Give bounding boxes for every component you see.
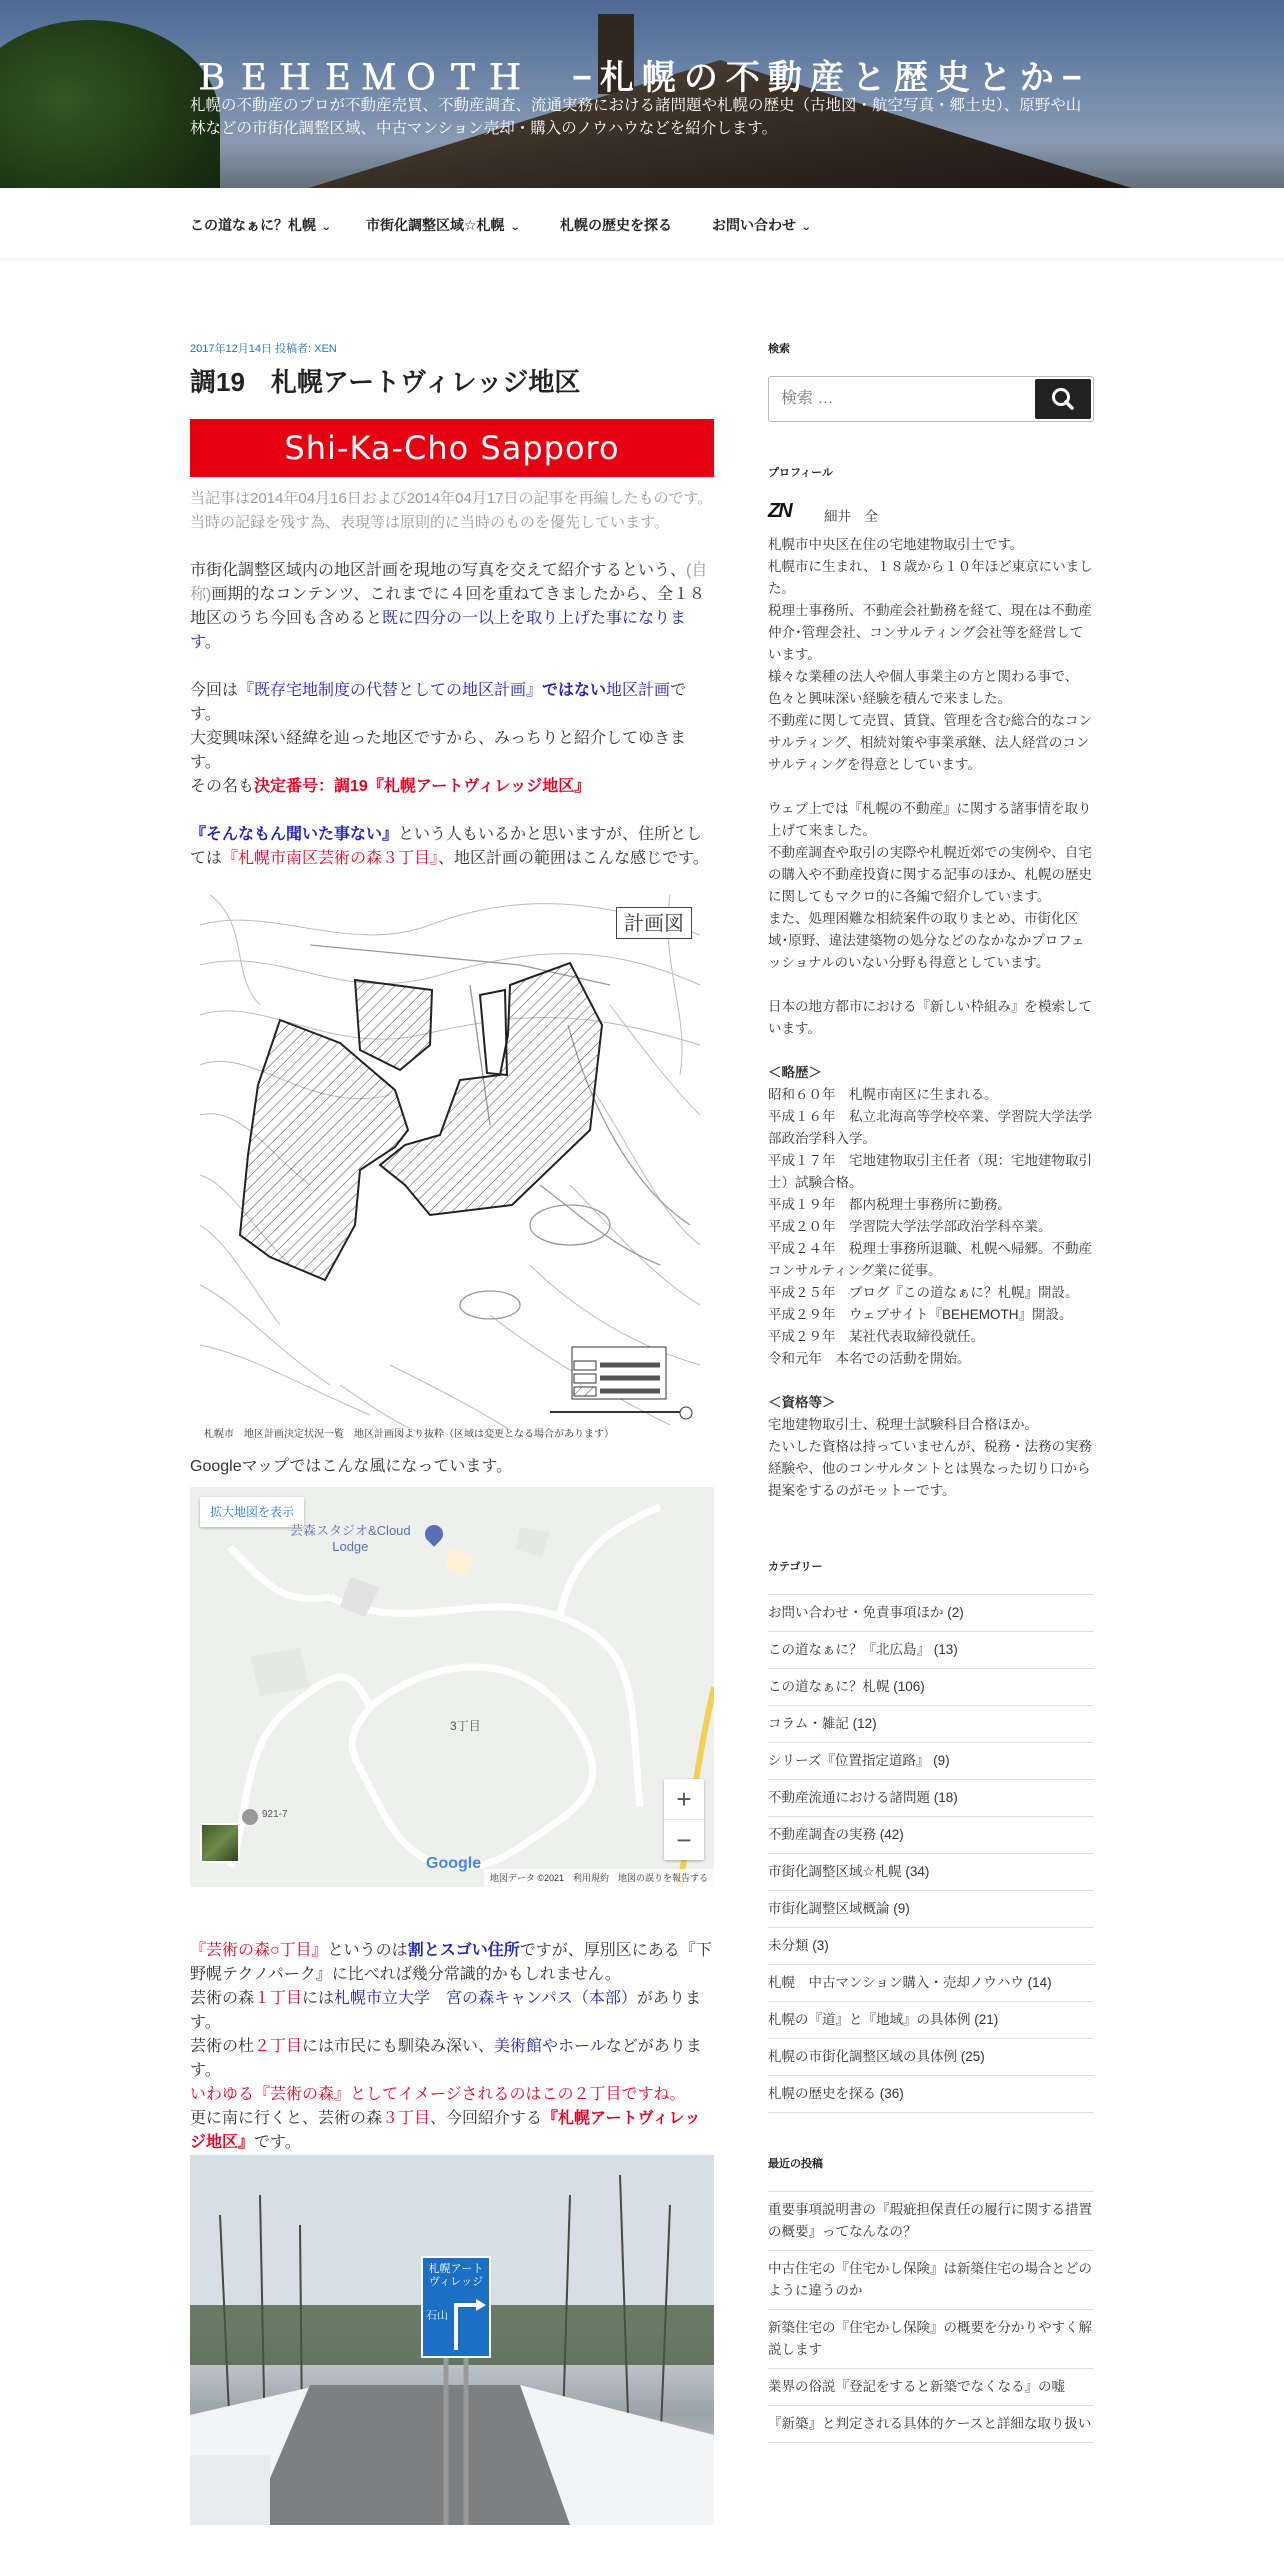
qualifications-heading: ＜資格等＞ <box>768 1395 836 1410</box>
inline-link[interactable]: 札幌市立大学 宮の森キャンパス（本部） <box>334 1990 637 2007</box>
site-header <box>0 0 1284 188</box>
profile-text: 様々な業種の法人や個人事業主の方と関わる事で、色々と興味深い経験を積んで来ました。 <box>768 669 1079 706</box>
photo-scene <box>190 2155 714 2525</box>
post-title: 調19 札幌アートヴィレッジ地区 <box>190 367 581 397</box>
profile-text: また、処理困難な相続案件の取りまとめ、市街化区域･原野、違法建築物の処分などのなかなかプロフェッショナルのいない分野も得意としています。 <box>768 911 1085 970</box>
map-lot-label: 921-7 <box>262 1809 288 1820</box>
search-icon <box>1035 379 1091 419</box>
profile-widget-title: プロフィール <box>768 467 833 479</box>
intro-paragraph: 市街化調整区域内の地区計画を現地の写真を交えて紹介するという、(自称)画期的なコンテンツ、これまでに４回を重ねてきましたから、全１８地区のうち今回も含めると既に四分の一以上を取り上げた事になります。 <box>190 562 708 651</box>
category-link[interactable]: 市街化調整区域概論 (9) <box>768 1890 1094 1927</box>
road-sign-photo <box>190 2155 714 2525</box>
career-item: 平成２９年 ウェブサイト『BEHEMOTH』開設。 <box>768 1307 1073 1322</box>
inline-link[interactable]: 『既存宅地制度の代替としての地区計画』 <box>238 682 543 699</box>
qualifications-text: 宅地建物取引士、税理士試験科目合格ほか。 <box>768 1417 1038 1432</box>
category-link[interactable]: お問い合わせ・免責事項ほか (2) <box>768 1594 1094 1631</box>
map-caption: 札幌市 地区計画決定状況一覧 地区計画図より抜粋（区域は変更となる場合があります） <box>204 1429 614 1440</box>
recent-post-link[interactable]: 業界の俗説『登記をすると新築でなくなる』の嘘 <box>768 2368 1094 2405</box>
zoom-in-button[interactable]: + <box>676 1784 692 1814</box>
category-link[interactable]: 市街化調整区域☆札幌 (34) <box>768 1853 1094 1890</box>
paragraph: 今回は『既存宅地制度の代替としての地区計画』ではない地区計画です。 <box>190 682 687 723</box>
nav-item-chousei[interactable] <box>366 215 519 235</box>
chevron-down-icon: ⌄ <box>800 222 812 233</box>
nav-item-label: 市街化調整区域☆札幌 <box>366 217 505 233</box>
career-item: 平成２５年 ブログ『この道なぁに？札幌』開設。 <box>768 1285 1079 1300</box>
categories-widget-title: カテゴリー <box>768 1561 823 1573</box>
paragraph: Googleマップではこんな風になっています。 <box>190 1458 513 1475</box>
search-widget-title: 検索 <box>768 343 790 355</box>
profile-text: 税理士事務所、不動産会社勤務を経て、現在は不動産仲介･管理会社、コンサルティング会社等を経営しています。 <box>768 603 1092 662</box>
profile-text: 札幌市に生まれ、１８歳から１０年ほど東京にいました。 <box>768 559 1093 596</box>
career-item: 平成２４年 税理士事務所退職、札幌へ帰郷。不動産コンサルティング業に従事。 <box>768 1241 1092 1278</box>
profile-text: 不動産調査や取引の実際や札幌近郊での実例や、自宅の購入や不動産投資に関する記事のほか、札幌の歴史に関してもマクロ的に各編で紹介しています。 <box>768 845 1092 904</box>
recent-posts-widget-title: 最近の投稿 <box>768 2158 823 2170</box>
profile-logo: ZN <box>768 500 791 522</box>
nav-item-konomichi[interactable] <box>190 215 330 235</box>
category-link[interactable]: 未分類 (3) <box>768 1927 1094 1964</box>
career-item: 昭和６０年 札幌市南区に生まれる。 <box>768 1087 998 1102</box>
category-link[interactable]: 札幌の『道』と『地域』の具体例 (21) <box>768 2001 1094 2038</box>
satellite-toggle-button[interactable] <box>200 1823 240 1863</box>
paragraph: 芸術の杜２丁目には市民にも馴染み深い、美術館やホールなどがあります。 <box>190 2038 702 2079</box>
paragraph: 大変興味深い経緯を辿った地区ですから、みっちりと紹介してゆきます。 <box>190 730 687 771</box>
category-list <box>768 1594 1094 2113</box>
profile-header <box>768 500 1094 534</box>
paragraph: その名も決定番号：調19『札幌アートヴィレッジ地区』 <box>190 778 591 795</box>
archive-note: 当記事は2014年04月16日および2014年04月17日の記事を再編したものです。当時の記録を残す為、表現等は原則的に当時のものを優先しています。 <box>190 490 713 531</box>
career-item: 平成２０年 学習院大学法学部政治学科卒業。 <box>768 1219 1052 1234</box>
map-attribution[interactable]: 地図データ ©2021 利用規約 地図の誤りを報告する <box>484 1869 714 1887</box>
map-roads <box>190 1487 714 1887</box>
google-logo: Google <box>426 1855 482 1872</box>
map-area-label: 3丁目 <box>450 1719 481 1733</box>
inline-link[interactable]: 美術館やホール <box>494 2038 606 2055</box>
nav-item-label: 札幌の歴史を探る <box>560 217 672 233</box>
sign-text: 石山 <box>426 2310 448 2322</box>
search-button[interactable] <box>1035 379 1091 419</box>
qualifications-text: たいした資格は持っていませんが、税務・法務の実務経験や、他のコンサルタントとは異なった切り口から提案をするのがモットーです。 <box>768 1439 1092 1498</box>
nav-item-label: この道なぁに？札幌 <box>190 217 316 233</box>
contour-map <box>190 885 714 1449</box>
career-item: 平成２９年 某社代表取締役就任。 <box>768 1329 984 1344</box>
inline-link[interactable]: 既に四分の一以上を取り上げた事になります。 <box>190 610 687 651</box>
chevron-down-icon: ⌄ <box>509 222 521 233</box>
zoom-out-button[interactable]: − <box>664 1819 704 1859</box>
profile-text: 日本の地方都市における『新しい枠組み』を模索しています。 <box>768 999 1092 1036</box>
recent-post-link[interactable]: 中古住宅の『住宅かし保険』は新築住宅の場合とどのように違うのか <box>768 2250 1094 2309</box>
recent-post-link[interactable]: 新築住宅の『住宅かし保険』の概要を分かりやすく解説します <box>768 2309 1094 2368</box>
category-link[interactable]: この道なぁに？『北広島』 (13) <box>768 1631 1094 1668</box>
recent-posts-list <box>768 2191 1094 2443</box>
map-label: 計画図 <box>616 907 692 939</box>
site-description: 札幌の不動産のプロが不動産売買、不動産調査、流通実務における諸問題や札幌の歴史（古地図・航空写真・郷土史）、原野や山林などの市街化調整区域、中古マンション売却・購入のノウハウなどを紹介します。 <box>190 97 1082 137</box>
search-form <box>768 376 1094 422</box>
profile-name: 細井 全 <box>824 509 878 524</box>
profile-text: 札幌市中央区在住の宅地建物取引士です。 <box>768 537 1024 552</box>
paragraph: 更に南に行くと、芸術の森３丁目、今回紹介する『札幌アートヴィレッジ地区』です。 <box>190 2110 701 2151</box>
sidebar <box>768 340 1094 2443</box>
nav-item-label: お問い合わせ <box>712 217 796 233</box>
main-content <box>190 340 714 2525</box>
career-item: 平成１６年 私立北海高等学校卒業、学習院大学法学部政治学科入学。 <box>768 1109 1092 1146</box>
search-input[interactable] <box>769 377 1035 421</box>
career-item: 平成１７年 宅地建物取引主任者（現：宅地建物取引士）試験合格。 <box>768 1153 1092 1190</box>
site-title[interactable]: ＢＥＨＥＭＯＴＨ −札幌の不動産と歴史とか− <box>194 59 1090 97</box>
category-link[interactable]: コラム・雑記 (12) <box>768 1705 1094 1742</box>
paragraph: 芸術の森１丁目には札幌市立大学 宮の森キャンパス（本部）があります。 <box>190 1990 701 2031</box>
category-link[interactable]: シリーズ『位置指定道路』 (9) <box>768 1742 1094 1779</box>
district-plan-map <box>190 885 714 1449</box>
chevron-down-icon: ⌄ <box>320 222 332 233</box>
career-heading: ＜略歴＞ <box>768 1065 822 1080</box>
paragraph: いわゆる『芸術の森』としてイメージされるのはこの２丁目ですね。 <box>190 2086 686 2103</box>
category-link[interactable]: この道なぁに？札幌 (106) <box>768 1668 1094 1705</box>
map-legend <box>572 1347 666 1399</box>
recent-post-link[interactable]: 『新築』と判定される具体的ケースと詳細な取り扱い <box>768 2405 1094 2443</box>
sign-text: 札幌アート ヴィレッジ <box>428 2263 484 2288</box>
category-link[interactable]: 札幌の歴史を探る (36) <box>768 2075 1094 2113</box>
category-link[interactable]: 札幌の市街化調整区域の具体例 (25) <box>768 2038 1094 2075</box>
profile-text: 不動産に関して売買、賃貸、管理を含む総合的なコンサルティング、相続対策や事業承継、法人経営のコンサルティングを得意としています。 <box>768 713 1092 772</box>
map-zoom-controls <box>664 1779 704 1860</box>
category-link[interactable]: 札幌 中古マンション購入・売却ノウハウ (14) <box>768 1964 1094 2001</box>
post-meta[interactable]: 2017年12月14日 投稿者: XEN <box>190 343 337 355</box>
paragraph: 『芸術の森○丁目』というのは割とスゴい住所ですが、厚別区にある『下野幌テクノパーク』に比べれば幾分常識的かもしれません。 <box>190 1942 712 1983</box>
profile-text: ウェブ上では『札幌の不動産』に関する諸事情を取り上げて来ました。 <box>768 801 1092 838</box>
main-navigation <box>0 188 1284 260</box>
recent-post-link[interactable]: 重要事項説明書の『瑕疵担保責任の履行に関する措置の概要』ってなんなの？ <box>768 2191 1094 2250</box>
enlarge-map-link[interactable]: 拡大地図を表示 <box>200 1497 304 1527</box>
map-place-label[interactable]: 芸森スタジオ&Cloud Lodge <box>290 1523 411 1554</box>
nav-item-contact[interactable] <box>712 215 810 235</box>
category-link[interactable]: 不動産調査の実務 (42) <box>768 1816 1094 1853</box>
paragraph: 『そんなもん聞いた事ない』という人もいるかと思いますが、住所としては『札幌市南区芸術の森３丁目』、地区計画の範囲はこんな感じです。 <box>190 826 709 867</box>
series-banner: Shi-Ka-Cho Sapporo <box>190 419 714 477</box>
category-link[interactable]: 不動産流通における諸問題 (18) <box>768 1779 1094 1816</box>
career-item: 平成１９年 都内税理士事務所に勤務。 <box>768 1197 1011 1212</box>
google-map-embed[interactable] <box>190 1487 714 1887</box>
career-item: 令和元年 本名での活動を開始。 <box>768 1351 971 1366</box>
nav-item-history[interactable] <box>560 215 672 235</box>
